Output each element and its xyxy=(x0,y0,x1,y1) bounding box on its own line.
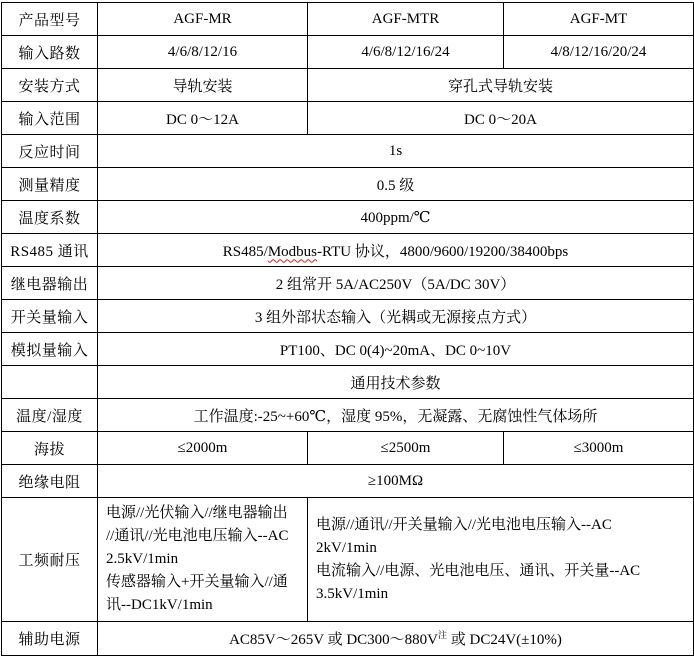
value-cell: 4/8/12/16/20/24 xyxy=(504,36,694,69)
value-cell-model-mr: AGF-MR xyxy=(98,3,308,36)
row-label: 绝缘电阻 xyxy=(2,465,98,498)
row-label: RS485 通讯 xyxy=(2,234,98,267)
row-label: 温度系数 xyxy=(2,201,98,234)
row-label: 反应时间 xyxy=(2,135,98,168)
row-label: 产品型号 xyxy=(2,3,98,36)
row-label: 开关量输入 xyxy=(2,300,98,333)
withstand-voltage-right-cell xyxy=(308,498,694,622)
value-cell: ≤3000m xyxy=(504,432,694,465)
row-label: 工频耐压 xyxy=(2,498,98,622)
value-cell: ≥100MΩ xyxy=(98,465,694,498)
table-row-rs485 xyxy=(2,234,694,267)
value-cell: ≤2500m xyxy=(308,432,504,465)
table-row-insulation-resistance xyxy=(2,465,694,498)
table-row-product-model xyxy=(2,3,694,36)
value-cell: ≤2000m xyxy=(98,432,308,465)
value-cell: DC 0～20A xyxy=(308,102,694,135)
tech-line: 电流输入//电源、光电池电压、通讯、开关量--AC xyxy=(316,562,641,579)
value-cell: 3 组外部状态输入（光耦或无源接点方式） xyxy=(98,300,694,333)
value-cell-rs485 xyxy=(98,234,694,267)
tech-line: 2.5kV/1min xyxy=(106,551,179,567)
table-row-input-channels xyxy=(2,36,694,69)
rs485-modbus-spellcheck: Modbus xyxy=(267,243,317,260)
tech-line: 2kV/1min xyxy=(316,539,377,556)
tech-line: 电源//光伏输入//继电器输出 xyxy=(106,505,288,521)
withstand-voltage-left-cell xyxy=(98,498,308,622)
table-row-input-range xyxy=(2,102,694,135)
row-label: 温度/湿度 xyxy=(2,399,98,432)
value-cell: 0.5 级 xyxy=(98,168,694,201)
table-row-response-time xyxy=(2,135,694,168)
table-row-accuracy xyxy=(2,168,694,201)
aux-power-prefix: AC85V～265V 或 DC300～880V xyxy=(229,632,438,648)
tech-line: 传感器输入+开关量输入//通 xyxy=(106,574,288,590)
value-cell: 4/6/8/12/16 xyxy=(98,36,308,69)
spec-table xyxy=(1,2,694,656)
row-label: 输入路数 xyxy=(2,36,98,69)
rs485-suffix: -RTU 协议，4800/9600/19200/38400bps xyxy=(317,243,569,260)
table-row-relay-output xyxy=(2,267,694,300)
table-row-altitude xyxy=(2,432,694,465)
table-row-general-params-header xyxy=(2,366,694,399)
table-row-mounting xyxy=(2,69,694,102)
value-cell: 400ppm/℃ xyxy=(98,201,694,234)
tech-line: 电源//通讯//开关量输入//光电池电压输入--AC xyxy=(316,516,612,533)
row-label-empty xyxy=(2,366,98,399)
table-row-analog-input xyxy=(2,333,694,366)
row-label: 辅助电源 xyxy=(2,622,98,656)
value-cell: 1s xyxy=(98,135,694,168)
table-row-temp-coefficient xyxy=(2,201,694,234)
tech-line: 3.5kV/1min xyxy=(316,585,389,602)
row-label: 继电器输出 xyxy=(2,267,98,300)
tech-line: 讯--DC1kV/1min xyxy=(106,597,213,613)
aux-power-suffix: 或 DC24V(±10%) xyxy=(447,632,562,648)
value-cell: 4/6/8/12/16/24 xyxy=(308,36,504,69)
row-label: 安装方式 xyxy=(2,69,98,102)
value-cell-model-mtr: AGF-MTR xyxy=(308,3,504,36)
value-cell: 导轨安装 xyxy=(98,69,308,102)
row-label: 海拔 xyxy=(2,432,98,465)
rs485-prefix: RS485/ xyxy=(222,243,268,260)
table-row-switch-input xyxy=(2,300,694,333)
value-cell-section-title: 通用技术参数 xyxy=(98,366,694,399)
tech-line: //通讯//光电池电压输入--AC xyxy=(106,528,289,544)
value-cell: 2 组常开 5A/AC250V（5A/DC 30V） xyxy=(98,267,694,300)
table-row-withstand-voltage xyxy=(2,498,694,622)
row-label: 输入范围 xyxy=(2,102,98,135)
value-cell-model-mt: AGF-MT xyxy=(504,3,694,36)
value-cell: DC 0～12A xyxy=(98,102,308,135)
aux-power-note-superscript: 注 xyxy=(438,630,448,640)
row-label: 模拟量输入 xyxy=(2,333,98,366)
value-cell: 工作温度:-25~+60℃，湿度 95%，无凝露、无腐蚀性气体场所 xyxy=(98,399,694,432)
value-cell: PT100、DC 0(4)~20mA、DC 0~10V xyxy=(98,333,694,366)
row-label: 测量精度 xyxy=(2,168,98,201)
value-cell: 穿孔式导轨安装 xyxy=(308,69,694,102)
value-cell-aux-power xyxy=(98,622,694,656)
table-row-temp-humidity xyxy=(2,399,694,432)
table-row-aux-power xyxy=(2,622,694,656)
